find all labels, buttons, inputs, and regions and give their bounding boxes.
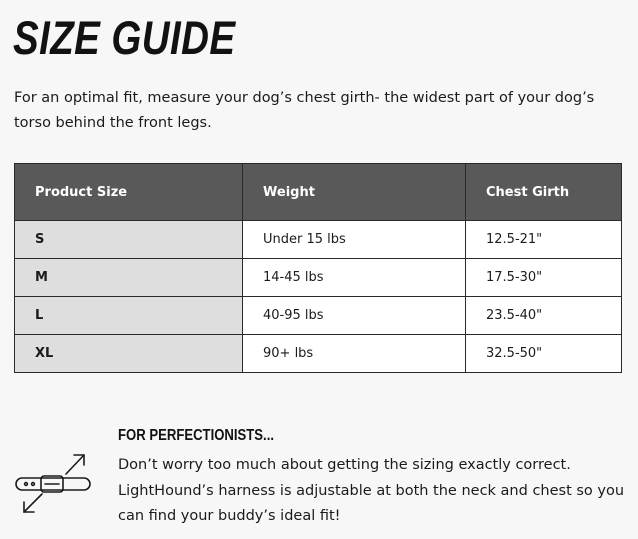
size-cell: XL (15, 335, 243, 373)
weight-cell: Under 15 lbs (243, 221, 466, 259)
page-title: SIZE GUIDE (13, 11, 236, 64)
chest-girth-cell: 32.5-50" (466, 335, 622, 373)
column-header-chest-girth: Chest Girth (466, 164, 622, 221)
table-header-row (15, 164, 622, 221)
chest-girth-cell: 17.5-30" (466, 259, 622, 297)
chest-girth-cell: 23.5-40" (466, 297, 622, 335)
size-cell: S (15, 221, 243, 259)
weight-cell: 90+ lbs (243, 335, 466, 373)
table-row (15, 297, 622, 335)
table-row (15, 335, 622, 373)
column-header-product-size: Product Size (15, 164, 243, 221)
weight-cell: 14-45 lbs (243, 259, 466, 297)
perfectionists-heading: FOR PERFECTIONISTS... (118, 427, 274, 444)
table-row (15, 259, 622, 297)
size-cell: M (15, 259, 243, 297)
size-table (14, 163, 622, 373)
perfectionists-text: Don’t worry too much about getting the sizing exactly correct. LightHound’s harness is adjustable at both the neck and chest so you can find your buddy’s ideal fit! (118, 457, 625, 524)
intro-text: For an optimal fit, measure your dog’s chest girth- the widest part of your dog’s torso behind the front legs. (14, 90, 595, 131)
weight-cell: 40-95 lbs (243, 297, 466, 335)
size-cell: L (15, 297, 243, 335)
column-header-weight: Weight (243, 164, 466, 221)
chest-girth-cell: 12.5-21" (466, 221, 622, 259)
table-row (15, 221, 622, 259)
adjustable-harness-icon (14, 450, 94, 518)
